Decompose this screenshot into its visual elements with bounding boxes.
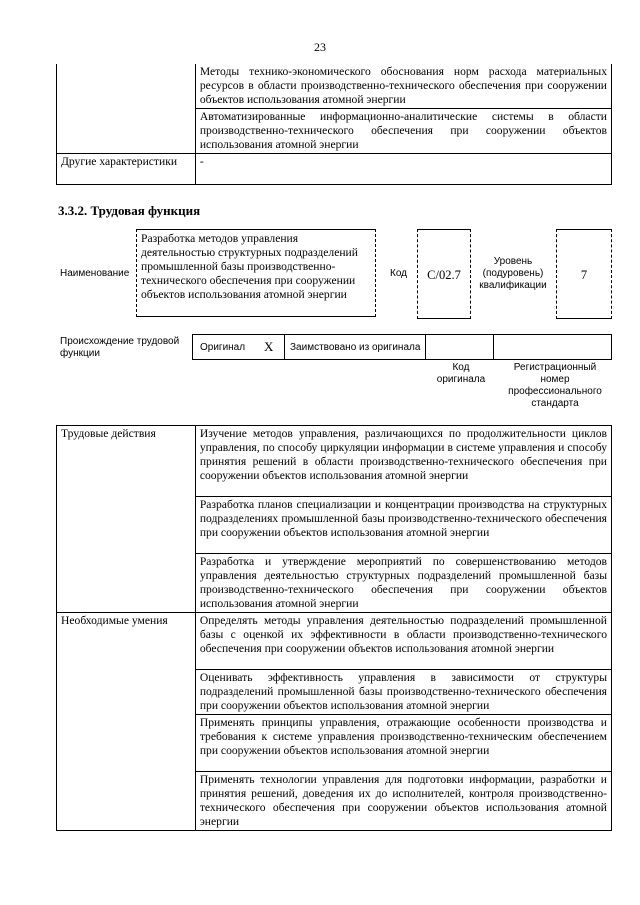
- original-label: Оригинал: [200, 342, 246, 353]
- main-table: [56, 425, 612, 831]
- table-cell: Определять методы управления деятельностью подразделений промышленной базы с оценкой их эффективности в области производственно-технического обеспечения при сооружении объектов использования атомной энергии: [195, 613, 611, 670]
- original-mark: X: [264, 339, 274, 354]
- divider: [425, 334, 426, 360]
- level-label: Уровень (подуровень) квалификации: [479, 256, 547, 291]
- table-cell: Применять принципы управления, отражающие особенности производства и требования к системе управления производственно-техническим обеспечением при сооружении объектов использования атомной энергии: [195, 715, 611, 772]
- table-row: [57, 154, 612, 185]
- table-cell: Разработка и утверждение мероприятий по совершенствованию методов управления деятельностью структурных подразделений промышленной базы производственно-технического обеспечения при сооружении объектов использования атомной энергии: [195, 554, 611, 613]
- reg-number-label: Регистрационный номер профессионального стандарта: [508, 362, 602, 409]
- divider: [284, 334, 285, 360]
- page-number: 23: [314, 40, 326, 54]
- code-original-label: Код оригинала: [436, 362, 486, 385]
- function-code: С/02.7: [417, 229, 471, 319]
- table-row: [57, 613, 612, 670]
- table-cell: -: [195, 154, 611, 185]
- table-cell-label: Трудовые действия: [57, 426, 196, 613]
- table-cell: Автоматизированные информационно-аналитические системы в области производственно-технического обеспечения при сооружении объектов использования атомной энергии: [195, 109, 611, 154]
- table-cell-label: [57, 64, 196, 154]
- table-cell: Оценивать эффективность управления в зависимости от структуры подразделений промышленной базы производственно-технического обеспечения при сооружении объектов использования атомной энергии: [195, 670, 611, 715]
- table-cell: Применять технологии управления для подготовки информации, разработки и принятия решений, доведения их до исполнителей, контроля производственно-технического обеспечения при сооружении объектов использования атомной энергии: [195, 772, 611, 831]
- table-cell: Разработка планов специализации и концентрации производства на структурных подразделениях промышленной базы производственно-технического обеспечения при сооружении объектов использования атомной энергии: [195, 497, 611, 554]
- table-row: [57, 426, 612, 497]
- table-cell: Методы технико-экономического обоснования норм расхода материальных ресурсов в области производственно-технического обеспечения при сооружении объектов использования атомной энергии: [195, 64, 611, 109]
- name-label: Наименование: [60, 268, 130, 279]
- table-row: [57, 64, 612, 109]
- table-cell-label: Необходимые умения: [57, 613, 196, 831]
- table-cell: Изучение методов управления, различающихся по продолжительности циклов управления, по способу циркуляции информации в системе управления и способу принятия решений в области производственно-технического обеспечения при сооружении объектов использования атомной энергии: [195, 426, 611, 497]
- divider: [493, 334, 494, 360]
- code-label: Код: [390, 268, 408, 279]
- level-value: 7: [556, 229, 612, 319]
- top-table: [56, 64, 612, 185]
- function-name: Разработка методов управления деятельностью структурных подразделений промышленной базы производственно-технического обеспечения при сооружении объектов использования атомной энергии: [136, 229, 376, 317]
- table-cell-label: Другие характеристики: [57, 154, 196, 185]
- origin-label: Происхождение трудовой функции: [60, 336, 180, 359]
- section-title: 3.3.2. Трудовая функция: [58, 203, 201, 218]
- borrowed-label: Заимствовано из оригинала: [290, 342, 421, 353]
